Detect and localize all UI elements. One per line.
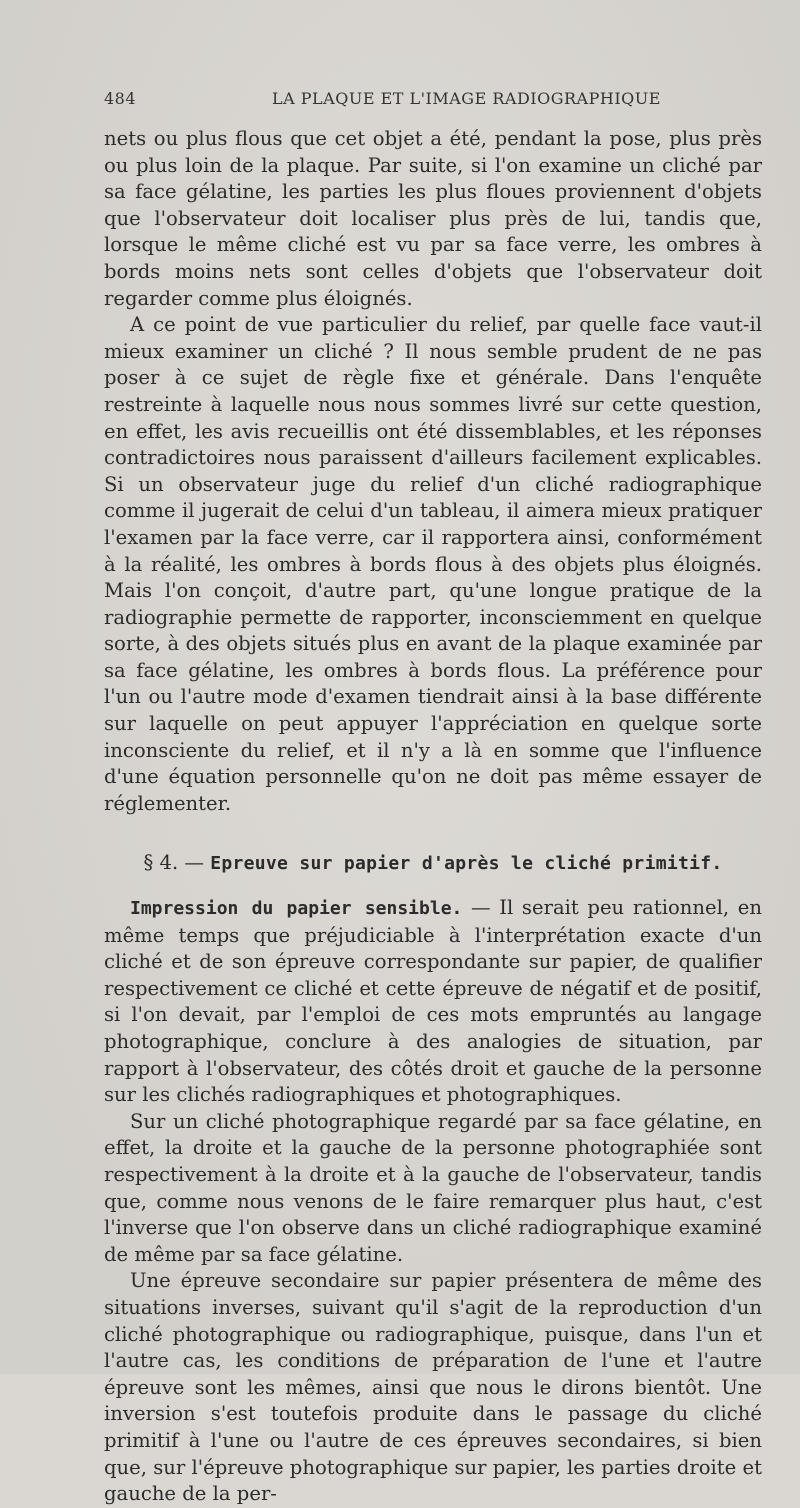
paragraph-3 [104, 895, 762, 1109]
section-number: § 4. — [143, 851, 204, 875]
subsection-title: Impression du papier sensible. [130, 898, 463, 920]
section-heading [104, 850, 762, 878]
page-number: 484 [104, 89, 137, 108]
page-header [104, 89, 762, 113]
body-text [104, 126, 762, 1508]
paragraph-5: Une épreuve secondaire sur papier présentera de même des situations inverses, suivant qu'il s'agit de la reproduction d'un cliché photographique ou radiographique, puisque, dans l'un et l'autre cas, les conditions de préparation de l'une et l'autre épreuve sont les mêmes, ainsi que nous le dirons bientôt. Une inversion s'est toutefois produite dans le passage du cliché primitif à l'une ou l'autre de ces épreuves secondaires, si bien que, sur l'épreuve photographique sur papier, les parties droite et gauche de la per- [104, 1269, 762, 1506]
subsection-dash: — [462, 896, 500, 920]
running-head: LA PLAQUE ET L'IMAGE RADIOGRAPHIQUE [272, 89, 661, 108]
subsection-text: Il serait peu rationnel, en même temps que préjudiciable à l'interprétation exacte d'un cliché et de son épreuve correspondante sur papier, de qualifier respectivement ce cliché et cette épreuve de négatif et de positif, si l'on devait, par l'emploi de ces mots empruntés au langage photographique, conclure à des analogies de situation, par rapport à l'observateur, des côtés droit et gauche de la personne sur les clichés radiographiques et photographiques. [104, 896, 762, 1107]
section-title: Epreuve sur papier d'après le cliché primitif. [210, 853, 723, 875]
paragraph-4: Sur un cliché photographique regardé par sa face gélatine, en effet, la droite et la gauche de la personne photographiée sont respectivement à la droite et à la gauche de l'observateur, tandis que, comme nous venons de le faire remarquer plus haut, c'est l'inverse que l'on observe dans un cliché radiographique examiné de même par sa face gélatine. [104, 1109, 762, 1266]
paragraph-1: nets ou plus flous que cet objet a été, pendant la pose, plus près ou plus loin de la plaque. Par suite, si l'on examine un cliché par sa face gélatine, les parties les plus floues proviennent d'objets que l'observateur doit localiser plus près de lui, tandis que, lorsque le même cliché est vu par sa face verre, les ombres à bords moins nets sont celles d'objets que l'observateur doit regarder comme plus éloignés. [104, 127, 762, 310]
paragraph-2: A ce point de vue particulier du relief, par quelle face vaut-il mieux examiner un cliché ? Il nous semble prudent de ne pas poser à ce sujet de règle fixe et générale. Dans l'enquête restreinte à laquelle nous nous sommes livré sur cette question, en effet, les avis recueillis ont été dissemblables, et les réponses contradictoires nous paraissent d'ailleurs facilement explicables. Si un observateur juge du relief d'un cliché radiographique comme il jugerait de celui d'un tableau, il aimera mieux pratiquer l'examen par la face verre, car il rapportera ainsi, conformément à la réalité, les ombres à bords flous à des objets plus éloignés. Mais l'on conçoit, d'autre part, qu'une longue pratique de la radiographie permette de rapporter, inconsciemment en quelque sorte, à des objets situés plus en avant de la plaque examinée par sa face gélatine, les ombres à bords flous. La préférence pour l'un ou l'autre mode d'examen tiendrait ainsi à la base différente sur laquelle on peut appuyer l'appréciation en quelque sorte inconsciente du relief, et il n'y a là en somme que l'influence d'une équation personnelle qu'on ne doit pas même essayer de réglementer. [104, 313, 762, 815]
